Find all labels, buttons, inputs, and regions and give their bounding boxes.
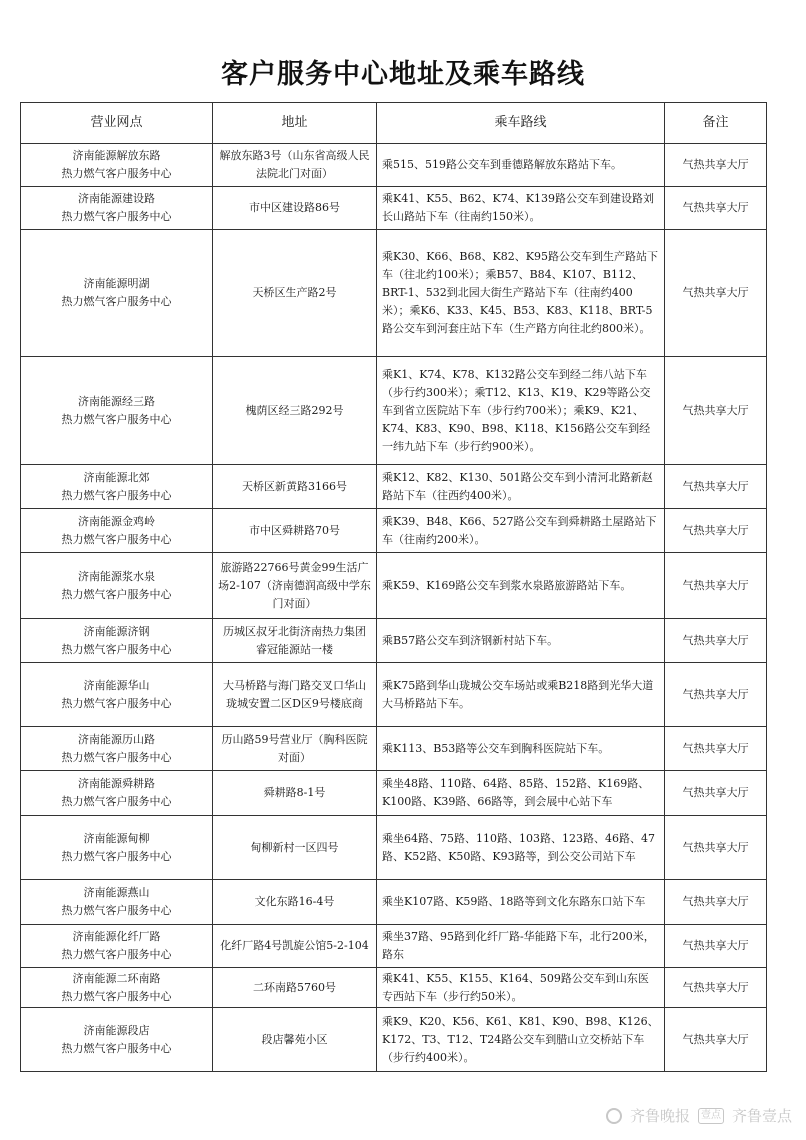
table-row	[21, 771, 767, 816]
table-row	[21, 509, 767, 553]
note-cell: 气热共享大厅	[665, 230, 767, 357]
route-cell: 乘K12、K82、K130、501路公交车到小清河北路新赵路站下车（往西约400米）。	[377, 465, 665, 509]
address-cell: 市中区舜耕路70号	[213, 509, 377, 553]
route-cell: 乘K113、B53路等公交车到胸科医院站下车。	[377, 727, 665, 771]
branch-name-line: 热力燃气客户服务中心	[61, 750, 172, 764]
table-row	[21, 230, 767, 357]
table-row	[21, 880, 767, 925]
table-row	[21, 925, 767, 968]
note-cell: 气热共享大厅	[665, 509, 767, 553]
watermark-badge: 壹点	[698, 1108, 724, 1124]
branch-name-line: 热力燃气客户服务中心	[61, 904, 172, 917]
branch-name-line: 热力燃气客户服务中心	[61, 295, 172, 308]
branch-name-line: 热力燃气客户服务中心	[61, 989, 172, 1003]
branch-name-line: 济南能源解放东路	[72, 149, 161, 162]
route-cell: 乘K39、B48、K66、527路公交车到舜耕路土屋路站下车（往南约200米）。	[377, 509, 665, 553]
address-cell: 段店馨苑小区	[213, 1008, 377, 1072]
route-cell: 乘515、519路公交车到垂德路解放东路站下车。	[377, 144, 665, 187]
note-cell: 气热共享大厅	[665, 663, 767, 727]
branch-name-line: 济南能源济钢	[83, 624, 150, 638]
table-row	[21, 553, 767, 619]
route-cell: 乘B57路公交车到济钢新村站下车。	[377, 619, 665, 663]
watermark-text-1: 齐鲁晚报	[629, 1107, 690, 1125]
branch-name-line: 热力燃气客户服务中心	[61, 1041, 172, 1055]
route-cell: 乘坐K107路、K59路、18路等到文化东路东口站下车	[377, 880, 665, 925]
branch-cell	[21, 465, 213, 509]
address-cell: 市中区建设路86号	[213, 187, 377, 230]
note-cell: 气热共享大厅	[665, 1008, 767, 1072]
route-cell: 乘K1、K74、K78、K132路公交车到经二纬八站下车（步行约300米）；乘T12、K13、K19、K29等路公交车到省立医院站下车（步行约700米）；乘K9、K21、K74、K83、K90、B98、K118、K156路公交车到经一纬九站下车（步行约900米）。	[377, 357, 665, 465]
branch-cell	[21, 553, 213, 619]
table-row	[21, 144, 767, 187]
header-address: 地址	[213, 103, 377, 144]
address-cell: 天桥区生产路2号	[213, 230, 377, 357]
address-cell: 天桥区新黄路3166号	[213, 465, 377, 509]
branch-name-line: 济南能源段店	[83, 1023, 150, 1037]
page-title: 客户服务中心地址及乘车路线	[221, 59, 585, 90]
branch-name-line: 济南能源燕山	[83, 886, 150, 899]
branch-name-line: 热力燃气客户服务中心	[61, 412, 172, 426]
note-cell: 气热共享大厅	[665, 771, 767, 816]
branch-name-line: 济南能源舜耕路	[78, 777, 155, 790]
table-row	[21, 663, 767, 727]
table-header-row	[21, 103, 767, 144]
address-cell: 舜耕路8-1号	[213, 771, 377, 816]
branch-name-line: 热力燃气客户服务中心	[61, 167, 172, 180]
address-cell: 旅游路22766号黄金99生活广场2-107（济南德润高级中学东门对面）	[213, 553, 377, 619]
table-row	[21, 619, 767, 663]
address-cell: 化纤厂路4号凯旋公馆5-2-104	[213, 925, 377, 968]
branch-cell	[21, 509, 213, 553]
branch-cell	[21, 968, 213, 1008]
header-branch: 营业网点	[21, 103, 213, 144]
table-row	[21, 187, 767, 230]
branch-cell	[21, 816, 213, 880]
note-cell: 气热共享大厅	[665, 968, 767, 1008]
address-cell: 历山路59号营业厅（胸科医院对面）	[213, 727, 377, 771]
branch-name-line: 热力燃气客户服务中心	[61, 532, 172, 546]
note-cell: 气热共享大厅	[665, 880, 767, 925]
route-cell: 乘K59、K169路公交车到浆水泉路旅游路站下车。	[377, 553, 665, 619]
branch-name-line: 热力燃气客户服务中心	[61, 948, 172, 961]
table-row	[21, 727, 767, 771]
branch-name-line: 济南能源浆水泉	[78, 569, 155, 583]
route-cell: 乘K75路到华山珑城公交车场站或乘B218路到光华大道大马桥路站下车。	[377, 663, 665, 727]
route-cell: 乘K41、K55、K155、K164、509路公交车到山东医专西站下车（步行约50米）。	[377, 968, 665, 1008]
branch-name-line: 济南能源经三路	[78, 394, 155, 408]
branch-name-line: 济南能源建设路	[78, 192, 155, 205]
branch-name-line: 济南能源华山	[83, 678, 150, 692]
note-cell: 气热共享大厅	[665, 619, 767, 663]
header-route: 乘车路线	[377, 103, 665, 144]
address-cell: 甸柳新村一区四号	[213, 816, 377, 880]
table-row	[21, 1008, 767, 1072]
note-cell: 气热共享大厅	[665, 727, 767, 771]
route-cell: 乘坐64路、75路、110路、103路、123路、46路、47路、K52路、K50路、K93路等，到公交公司站下车	[377, 816, 665, 880]
address-cell: 二环南路5760号	[213, 968, 377, 1008]
branch-name-line: 热力燃气客户服务中心	[61, 849, 172, 863]
header-note: 备注	[665, 103, 767, 144]
branch-cell	[21, 144, 213, 187]
note-cell: 气热共享大厅	[665, 816, 767, 880]
address-cell: 槐荫区经三路292号	[213, 357, 377, 465]
branch-name-line: 热力燃气客户服务中心	[61, 587, 172, 601]
branch-name-line: 济南能源明湖	[83, 277, 150, 290]
branch-cell	[21, 187, 213, 230]
branch-cell	[21, 230, 213, 357]
route-cell: 乘K9、K20、K56、K61、K81、K90、B98、K126、K172、T3、T12、T24路公交车到腊山立交桥站下车（步行约400米）。	[377, 1008, 665, 1072]
note-cell: 气热共享大厅	[665, 187, 767, 230]
branch-name-line: 济南能源化纤厂路	[72, 930, 161, 943]
watermark-text-2: 齐鲁壹点	[731, 1107, 792, 1125]
branch-cell	[21, 619, 213, 663]
table-row	[21, 465, 767, 509]
branch-cell	[21, 1008, 213, 1072]
address-cell: 大马桥路与海门路交叉口华山珑城安置二区D区9号楼底商	[213, 663, 377, 727]
branch-cell	[21, 663, 213, 727]
route-cell: 乘K30、K66、B68、K82、K95路公交车到生产路站下车（往北约100米）；乘B57、B84、K107、B112、BRT-1、532到北园大街生产路站下车（往南约400米）；乘K6、K33、K45、B53、K83、K118、BRT-5路公交车到河套庄站下车（生产路方向往北约800米）。	[377, 230, 665, 357]
branch-name-line: 热力燃气客户服务中心	[61, 795, 172, 808]
service-center-table	[20, 102, 767, 1072]
branch-cell	[21, 880, 213, 925]
note-cell: 气热共享大厅	[665, 465, 767, 509]
branch-cell	[21, 727, 213, 771]
branch-name-line: 热力燃气客户服务中心	[61, 210, 172, 223]
branch-name-line: 济南能源甸柳	[83, 831, 150, 845]
note-cell: 气热共享大厅	[665, 553, 767, 619]
branch-name-line: 济南能源二环南路	[72, 971, 161, 985]
table-row	[21, 357, 767, 465]
branch-name-line: 热力燃气客户服务中心	[61, 488, 172, 502]
route-cell: 乘坐48路、110路、64路、85路、152路、K169路、K100路、K39路、66路等，到会展中心站下车	[377, 771, 665, 816]
watermark	[606, 1105, 792, 1126]
address-cell: 文化东路16-4号	[213, 880, 377, 925]
branch-cell	[21, 357, 213, 465]
note-cell: 气热共享大厅	[665, 144, 767, 187]
table-row	[21, 816, 767, 880]
route-cell: 乘坐37路、95路到化纤厂路-华能路下车，北行200米，路东	[377, 925, 665, 968]
table-row	[21, 968, 767, 1008]
branch-cell	[21, 925, 213, 968]
branch-name-line: 济南能源金鸡岭	[78, 514, 155, 528]
branch-name-line: 热力燃气客户服务中心	[61, 642, 172, 656]
address-cell: 解放东路3号（山东省高级人民法院北门对面）	[213, 144, 377, 187]
swirl-logo-icon	[606, 1108, 622, 1124]
address-cell: 历城区叔牙北街济南热力集团睿冠能源站一楼	[213, 619, 377, 663]
branch-name-line: 济南能源北郊	[83, 470, 150, 484]
route-cell: 乘K41、K55、B62、K74、K139路公交车到建设路刘长山路站下车（往南约150米）。	[377, 187, 665, 230]
branch-cell	[21, 771, 213, 816]
note-cell: 气热共享大厅	[665, 925, 767, 968]
note-cell: 气热共享大厅	[665, 357, 767, 465]
branch-name-line: 济南能源历山路	[78, 732, 155, 746]
branch-name-line: 热力燃气客户服务中心	[61, 696, 172, 710]
